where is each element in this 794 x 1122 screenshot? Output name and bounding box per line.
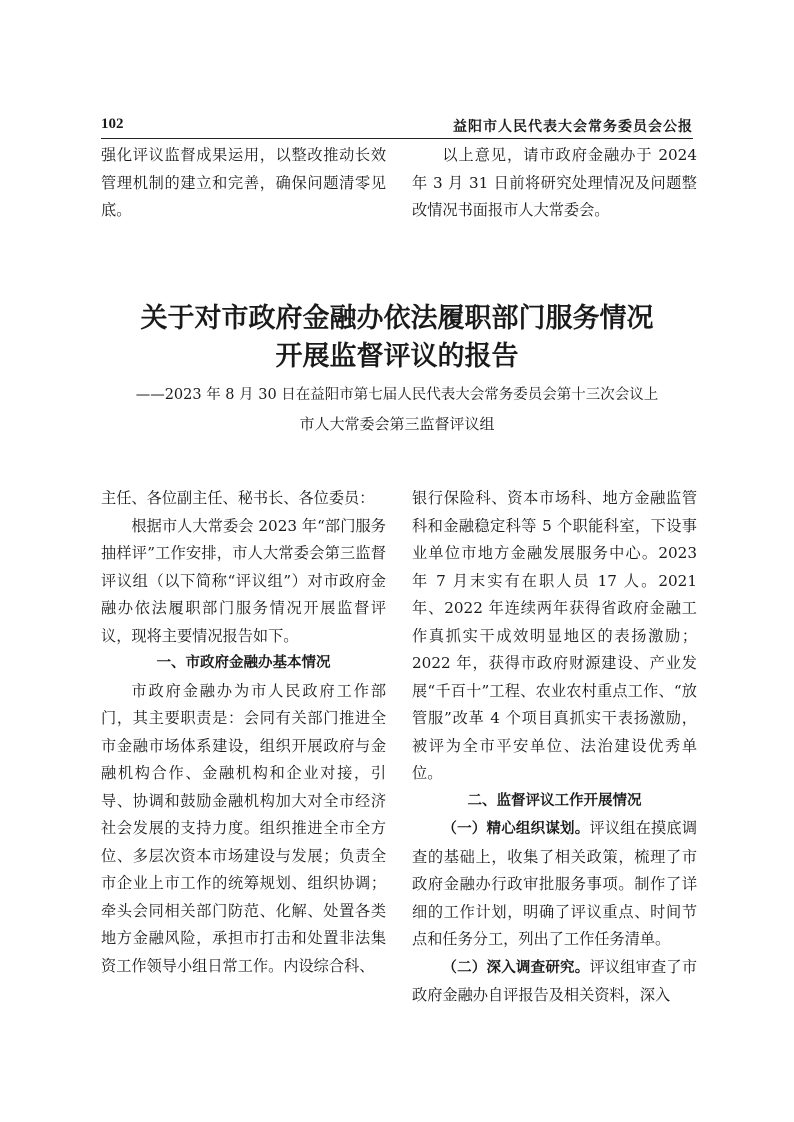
paragraph-2-2-lead: （二）深入调查研究。: [442, 959, 590, 976]
section1-heading: 一、市政府金融办基本情况: [156, 655, 331, 671]
top-left-column: [101, 142, 386, 225]
report-title-line2: 开展监督评议的报告: [275, 341, 519, 372]
journal-title: 益阳市人民代表大会常务委员会公报: [453, 119, 693, 135]
report-title: [60, 300, 734, 376]
page-number: 102: [101, 116, 124, 132]
body-right-column: [412, 485, 697, 1010]
top-left-text: 强化评议监督成果运用，以整改推动长效管理机制的建立和完善，确保问题清零见底。: [101, 146, 386, 219]
paragraph-2-1: [412, 815, 697, 954]
report-subtitle: ——2023 年 8 月 30 日在益阳市第七届人民代表大会常务委员会第十三次会议上: [135, 387, 659, 403]
section1-paragraph-left: 市政府金融办为市人民政府工作部门，其主要职责是：会同有关部门推进全市金融市场体系建设，组织开展政府与金融机构合作、金融机构和企业对接，引导、协调和鼓励金融机构加大对全市经济社会发展的支持力度。组织推进全市全方位、多层次资本市场建设与发展；负责全市企业上市工作的统筹规划、组织协调；牵头会同相关部门防范、化解、处置各类地方金融风险，承担市打击和处置非法集资工作领导小组日常工作。内设综合科、: [101, 681, 386, 975]
paragraph-2-1-lead: （一）精心组织谋划。: [442, 821, 590, 837]
page-header: [101, 116, 693, 138]
section1-paragraph-right: 银行保险科、资本市场科、地方金融监管科和金融稳定科等 5 个职能科室，下设事业单位市地方金融发展服务中心。2023 年 7 月末实有在职人员 17 人。2021 年、2022 年连续两年获得省政府金融工作真抓实干成效明显地区的表扬激励；2022 年，获得市政府财源建设、产业发展“千百十”工程、农业农村重点工作、“放管服”改革 4 个项目真抓实干表扬激励，被评为全市平安单位、法治建设优秀单位。: [412, 489, 697, 782]
body-left-column: [101, 485, 386, 980]
header-rule: [101, 138, 693, 139]
intro-paragraph: 根据市人大常委会 2023 年“部门服务抽样评”工作安排，市人大常委会第三监督评议组（以下简称“评议组”）对市政府金融办依法履职部门服务情况开展监督评议，现将主要情况报告如下。: [101, 516, 386, 645]
paragraph-2-2: [412, 954, 697, 1010]
report-author: 市人大常委会第三监督评议组: [299, 415, 495, 433]
report-title-line1: 关于对市政府金融办依法履职部门服务情况: [140, 303, 654, 334]
paragraph-2-2-text: 评议组审查了市政府金融办自评报告及相关资料，深入: [412, 957, 698, 1004]
paragraph-2-1-text: 评议组在摸底调查的基础上，收集了相关政策，梳理了市政府金融办行政审批服务事项。制作了详细的工作计划，明确了评议重点、时间节点和任务分工，列出了工作任务清单。: [412, 819, 698, 948]
top-right-column: [412, 142, 697, 225]
top-right-text: 以上意见，请市政府金融办于 2024 年 3 月 31 日前将研究处理情况及问题整改情况书面报市人大常委会。: [412, 146, 697, 219]
section2-heading: 二、监督评议工作开展情况: [467, 792, 642, 809]
salutation: 主任、各位副主任、秘书长、各位委员：: [101, 489, 375, 507]
